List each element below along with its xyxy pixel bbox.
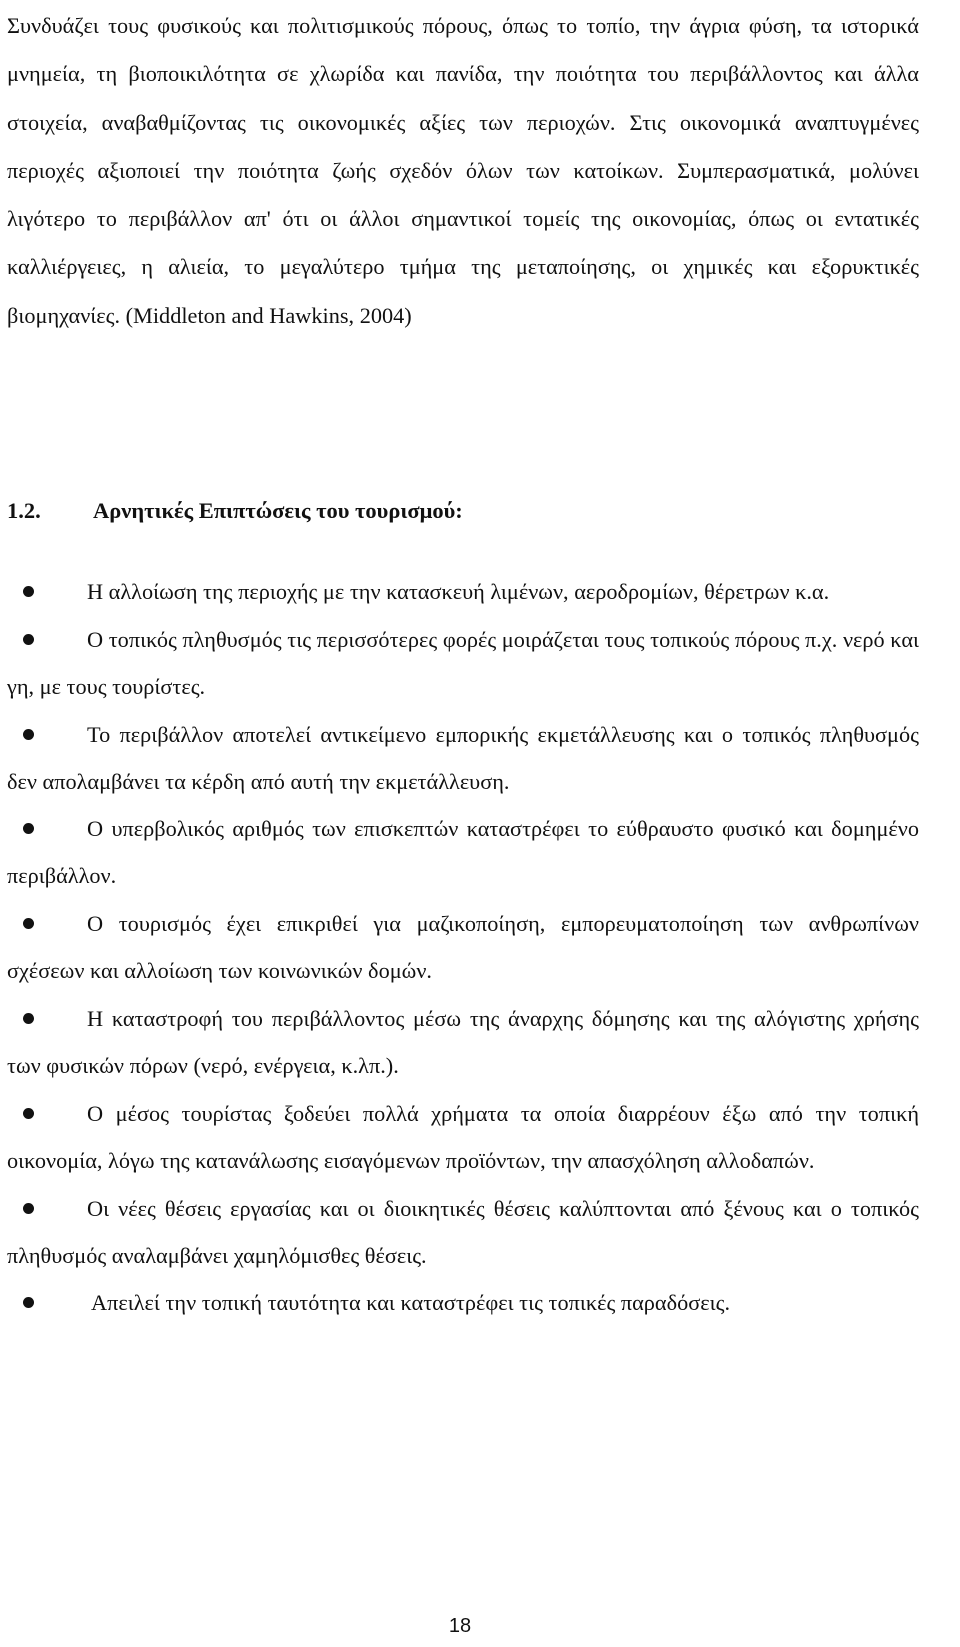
- list-item: [7, 711, 919, 805]
- section-title: Αρνητικές Επιπτώσεις του τουρισμού:: [93, 498, 463, 523]
- bullet-icon: [23, 1013, 34, 1024]
- list-item-text: Οι νέες θέσεις εργασίας και οι διοικητικές θέσεις καλύπτονται από ξένους και ο τοπικός πληθυσμός αναλαμβάνει χαμηλόμισθες θέσεις.: [7, 1195, 919, 1268]
- bullet-icon: [23, 1297, 34, 1308]
- list-item-text: Απειλεί την τοπική ταυτότητα και καταστρέφει τις τοπικές παραδόσεις.: [91, 1290, 731, 1316]
- list-item: [7, 805, 919, 899]
- list-item: [7, 1279, 919, 1326]
- list-item: [7, 616, 919, 710]
- bullet-icon: [23, 1108, 34, 1119]
- body-paragraph: Συνδυάζει τους φυσικούς και πολιτισμικούς πόρους, όπως το τοπίο, την άγρια φύση, τα ιστορικά μνημεία, τη βιοποικιλότητα σε χλωρίδα και πανίδα, την ποιότητα του περιβάλλοντος και άλλα στοιχεία, αναβαθμίζοντας τις οικονομικές αξίες των περιοχών. Στις οικονομικά αναπτυγμένες περιοχές αξιοποιεί την ποιότητα ζωής σχεδόν όλων των κατοίκων. Συμπερασματικά, μολύνει λιγότερο το περιβάλλον απ' ότι οι άλλοι σημαντικοί τομείς της οικονομίας, όπως οι εντατικές καλλιέργειες, η αλιεία, το μεγαλύτερο τμήμα της μεταποίησης, οι χημικές και εξορυκτικές βιομηχανίες. (Middleton and Hawkins, 2004): [7, 13, 919, 328]
- list-item-text: Η αλλοίωση της περιοχής με την κατασκευή λιμένων, αεροδρομίων, θέρετρων κ.α.: [87, 579, 830, 604]
- bullet-list: [7, 568, 919, 1327]
- bullet-icon: [23, 586, 34, 597]
- list-item: [7, 1185, 919, 1279]
- bullet-icon: [23, 918, 34, 929]
- bullet-icon: [23, 823, 34, 834]
- list-item: [7, 995, 919, 1089]
- list-item: [7, 900, 919, 994]
- list-item: [7, 1090, 919, 1184]
- section-heading: [7, 487, 919, 535]
- page-number: 18: [448, 1615, 472, 1637]
- bullet-icon: [23, 729, 34, 740]
- bullet-icon: [23, 1203, 34, 1214]
- list-item: [7, 568, 919, 615]
- list-item-text: Το περιβάλλον αποτελεί αντικείμενο εμπορικής εκμετάλλευσης και ο τοπικός πληθυσμός δεν απολαμβάνει τα κέρδη από αυτή την εκμετάλλευση.: [7, 721, 919, 794]
- section-number: 1.2.: [7, 498, 41, 523]
- list-item-text: Ο υπερβολικός αριθμός των επισκεπτών καταστρέφει το εύθραυστο φυσικό και δομημένο περιβάλλον.: [7, 816, 919, 889]
- list-item-text: Ο τοπικός πληθυσμός τις περισσότερες φορές μοιράζεται τους τοπικούς πόρους π.χ. νερό και γη, με τους τουρίστες.: [7, 626, 919, 699]
- bullet-icon: [23, 634, 34, 645]
- list-item-text: Η καταστροφή του περιβάλλοντος μέσω της άναρχης δόμησης και της αλόγιστης χρήσης των φυσικών πόρων (νερό, ενέργεια, κ.λπ.).: [7, 1005, 919, 1078]
- list-item-text: Ο μέσος τουρίστας ξοδεύει πολλά χρήματα τα οποία διαρρέουν έξω από την τοπική οικονομία, λόγω της κατανάλωσης εισαγόμενων προϊόντων, την απασχόληση αλλοδαπών.: [7, 1100, 919, 1173]
- list-item-text: Ο τουρισμός έχει επικριθεί για μαζικοποίηση, εμπορευματοποίηση των ανθρωπίνων σχέσεων και αλλοίωση των κοινωνικών δομών.: [7, 911, 919, 984]
